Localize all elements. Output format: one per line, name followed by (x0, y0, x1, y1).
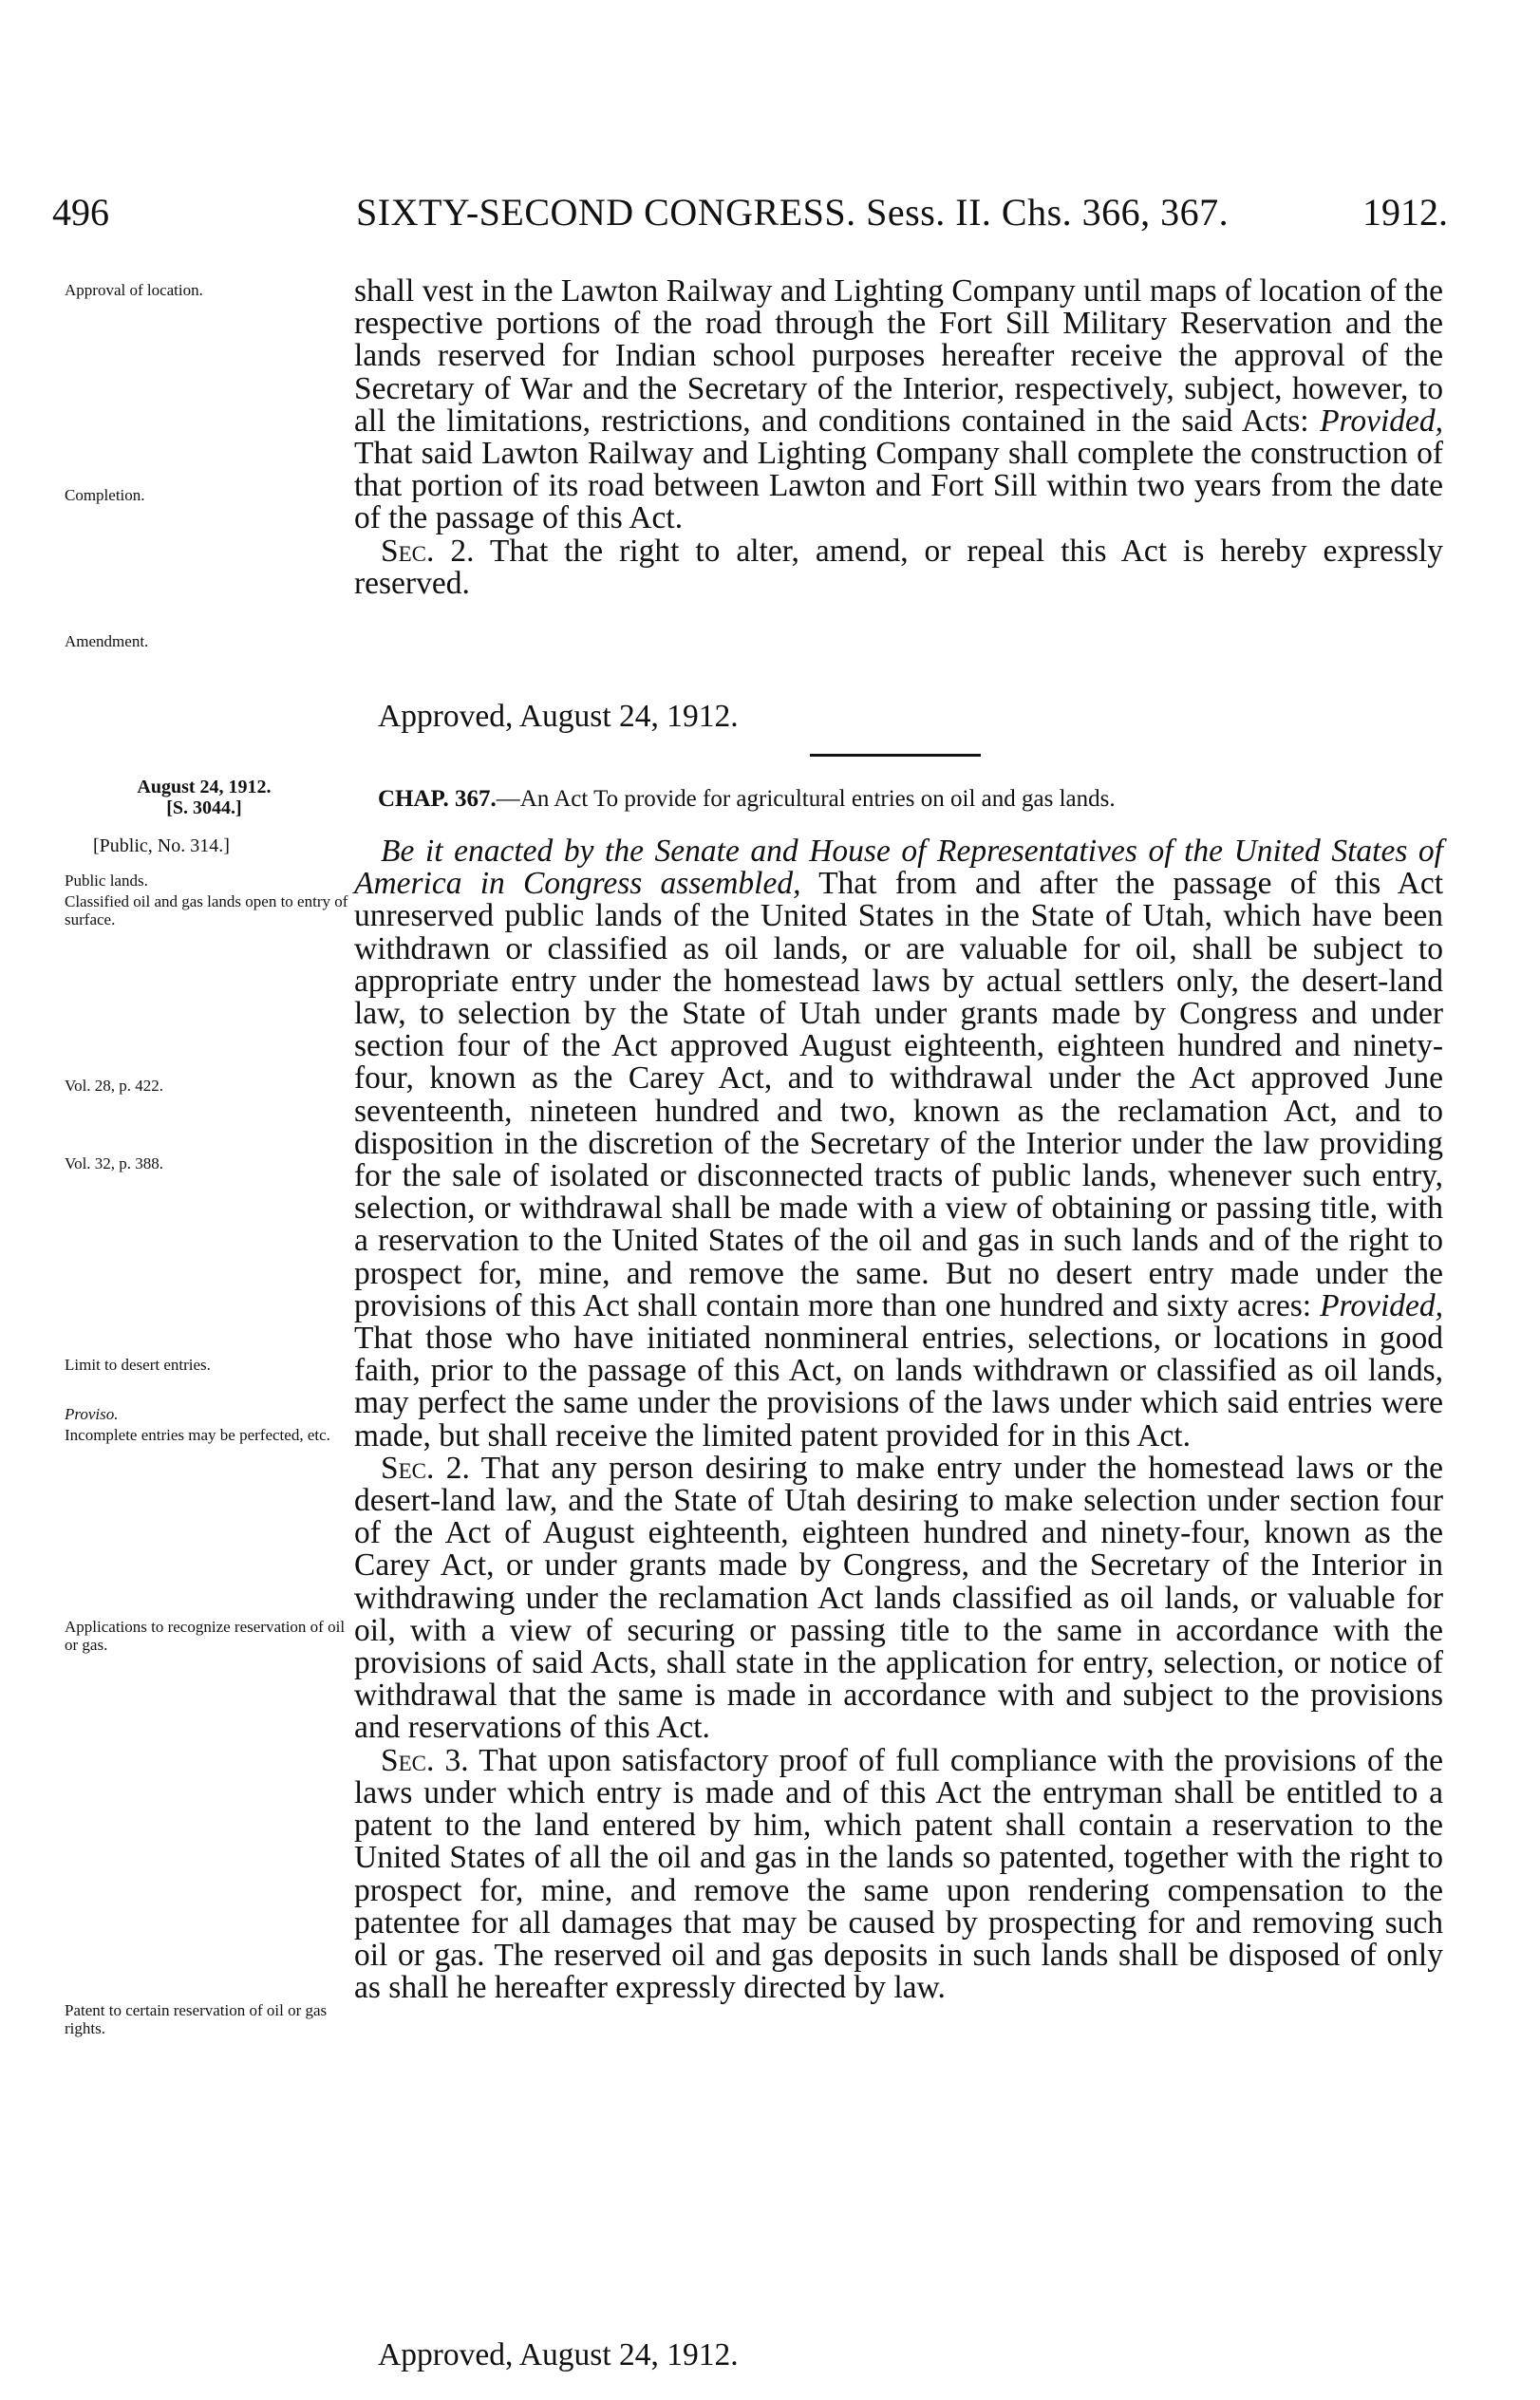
header-year: 1912. (1362, 191, 1448, 234)
section-text: That any person desiring to make entry under the homestead laws or the desert-land law, and the State of Utah desiring to make selection under section four of the Act of August eighteenth, eighteen hundred and ninety-four, known as the Carey Act, or under grants made by Congress, and the Secretary of the Interior in withdrawing under the reclamation Act lands classified as oil lands, or valuable for oil, with a view of securing or passing title to the same in accordance with the provisions of said Acts, shall state in the application for entry, selection, or notice of withdrawal that the same is made in accordance with and subject to the provisions and reservations of this Act. (354, 1450, 1443, 1746)
section-1-paragraph (354, 835, 1443, 1453)
bill-number: [S. 3044.] (166, 797, 242, 818)
provided-italic: Provided, (1320, 1287, 1444, 1323)
section-2-paragraph (354, 535, 1443, 600)
section-text: That from and after the passage of this Act unreserved public lands of the United States in the State of Utah, which have been withdrawn or classified as oil lands, or are valuable for oil, shall be subject to appropriate entry under the homestead laws by actual settlers only, the desert-land law, to selection by the State of Utah under grants made by Congress and under section four of the Act approved August eighteenth, eighteen hundred and ninety-four, known as the Carey Act, and to withdrawal under the Act approved June seventeenth, nineteen hundred and two, known as the reclamation Act, and to disposition in the discretion of the Secretary of the Interior under the law providing for the sale of isolated or disconnected tracts of public lands, whenever such entry, selection, or withdrawal shall be made with a view of obtaining or passing title, with a reservation to the United States of the oil and gas in such lands and of the right to prospect for, mine, and remove the same. But no desert entry made under the provisions of this Act shall contain more than one hundred and sixty acres: (354, 866, 1444, 1323)
chapter-367-date-block (104, 777, 304, 818)
provided-italic: Provided, (1320, 403, 1443, 439)
running-header (52, 190, 1457, 237)
margin-note-limit-desert-entries: Limit to desert entries. (65, 1356, 211, 1374)
section-3-paragraph (354, 1742, 1443, 2006)
text-run: That said Lawton Railway and Lighting Company shall complete the construction of that portion of its road between Lawton and Fort Sill within two years from the date of the passage of this Act. (354, 436, 1443, 536)
margin-note-public-lands: Public lands. (65, 872, 148, 890)
chapter-366-text (354, 275, 1443, 600)
approved-line-367: Approved, August 24, 1912. (378, 2337, 739, 2372)
section-text: That those who have initiated nonmineral entries, selections, or locations in good faith, prior to the passage of this Act, on lands withdrawn or classified as oil lands, may perfect the same under the provisions of the laws under which said entries were made, but shall receive the limited patent provided for in this Act. (354, 1321, 1443, 1453)
margin-note-classified-lands: Classified oil and gas lands open to entry of surface. (65, 892, 348, 928)
margin-note-patent: Patent to certain reservation of oil or gas rights. (65, 2001, 328, 2037)
section-label: Sec. 2. (381, 533, 475, 569)
section-label: Sec. 2. (381, 1450, 470, 1486)
chapter-heading (378, 786, 1116, 813)
margin-note-approval: Approval of location. (65, 281, 203, 299)
chapter-367-text (354, 835, 1443, 2004)
margin-note-vol-32: Vol. 32, p. 388. (65, 1154, 164, 1172)
margin-note-applications: Applications to recognize reservation of oil or gas. (65, 1618, 346, 1654)
approved-line-366: Approved, August 24, 1912. (378, 699, 739, 734)
public-law-number: [Public, No. 314.] (93, 835, 230, 856)
section-label: Sec. 3. (381, 1742, 469, 1778)
running-head: SIXTY-SECOND CONGRESS. Sess. II. Chs. 366, 367. (356, 191, 1230, 234)
margin-note-completion: Completion. (65, 486, 145, 504)
section-text: That upon satisfactory proof of full compliance with the provisions of the laws under which entry is made and of this Act the entryman shall be entitled to a patent to the land entered by him, which patent shall contain a reservation to the United States of all the oil and gas in the lands so patented, together with the right to prospect for, mine, and remove the same upon rendering compensation to the patentee for all damages that may be caused by prospecting for and removing such oil or gas. The reserved oil and gas deposits in such lands shall be disposed of only as shall he hereafter expressly directed by law. (354, 1742, 1443, 2006)
margin-note-incomplete-entries: Incomplete entries may be perfected, etc. (65, 1426, 330, 1444)
page-number: 496 (52, 191, 109, 234)
section-divider-rule (810, 754, 981, 757)
section-text: That the right to alter, amend, or repeal this Act is hereby expressly reserved. (354, 533, 1443, 601)
chapter-title: —An Act To provide for agricultural entries on oil and gas lands. (496, 786, 1116, 812)
margin-note-vol-28: Vol. 28, p. 422. (65, 1077, 164, 1095)
enacting-clause: Be it enacted by the Senate and House of Representatives of the United States of America in Congress assembled, (354, 834, 1443, 902)
text-run: shall vest in the Lawton Railway and Lighting Company until maps of location of the respective portions of the road through the Fort Sill Military Reservation and the lands reserved for Indian school purposes hereafter receive the approval of the Secretary of War and the Secretary of the Interior, respectively, subject, however, to all the limitations, restrictions, and conditions contained in the said Acts: (354, 273, 1443, 439)
margin-note-amendment: Amendment. (65, 632, 149, 650)
section-2-paragraph (354, 1450, 1443, 1746)
paragraph (354, 275, 1443, 535)
enactment-date: August 24, 1912. (137, 777, 272, 797)
margin-note-proviso: Proviso. (65, 1405, 119, 1423)
chapter-label: CHAP. 367. (378, 786, 497, 812)
